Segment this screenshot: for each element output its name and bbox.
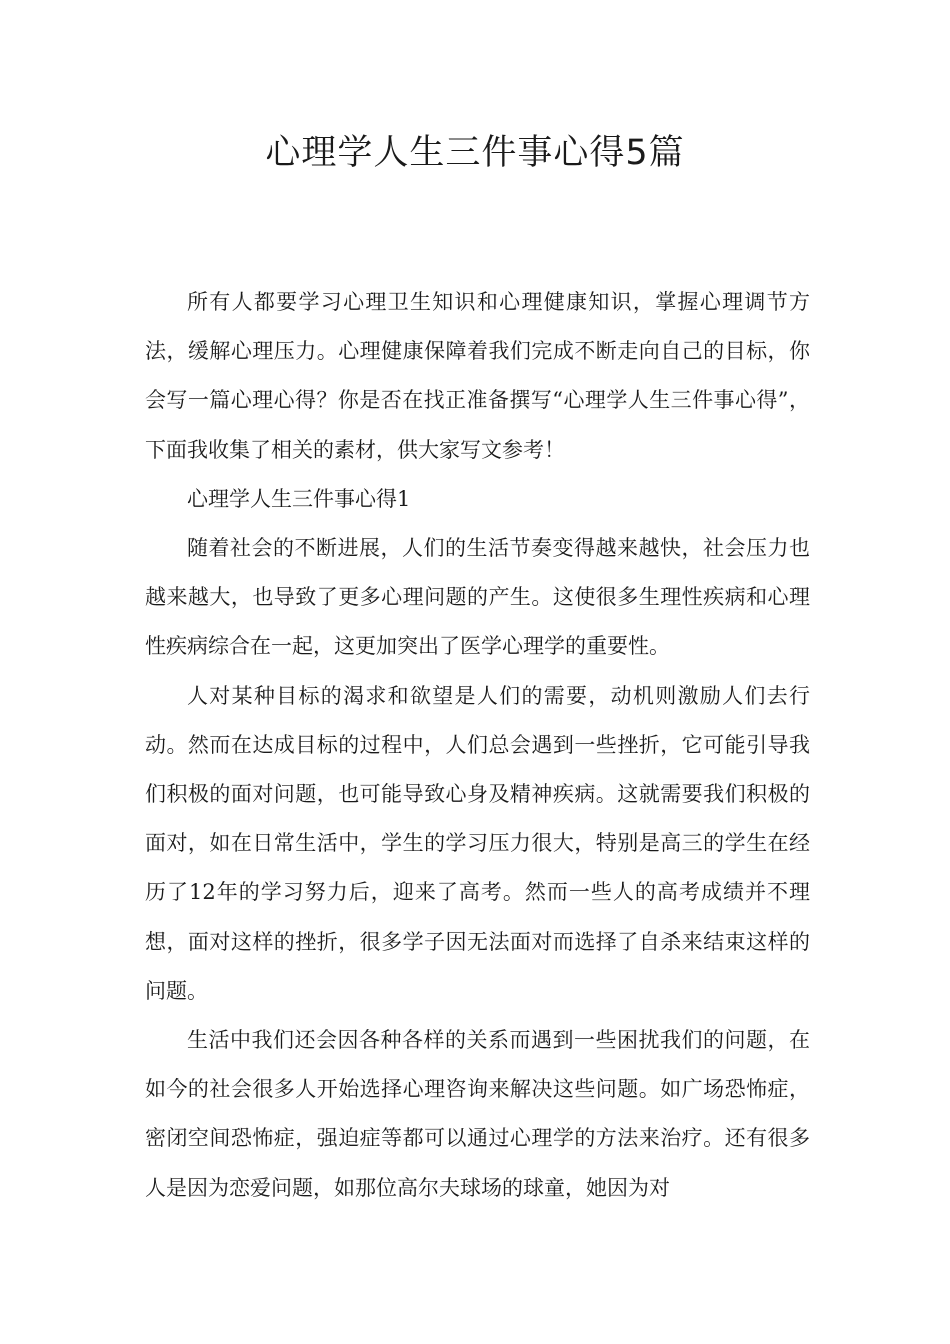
intro-paragraph: 所有人都要学习心理卫生知识和心理健康知识，掌握心理调节方法，缓解心理压力。心理健康保障着我们完成不断走向自己的目标，你会写一篇心理心得？你是否在找正准备撰写“心理学人生三件事心得”，下面我收集了相关的素材，供大家写文参考！ <box>145 290 810 462</box>
section-heading: 心理学人生三件事心得1 <box>187 486 411 511</box>
document-body <box>145 278 810 1213</box>
body-paragraph: 人对某种目标的渴求和欲望是人们的需要，动机则激励人们去行动。然而在达成目标的过程中，人们总会遇到一些挫折，它可能引导我们积极的面对问题，也可能导致心身及精神疾病。这就需要我们积极的面对，如在日常生活中，学生的学习压力很大，特别是高三的学生在经历了12年的学习努力后，迎来了高考。然而一些人的高考成绩并不理想，面对这样的挫折，很多学子因无法面对而选择了自杀来结束这样的问题。 <box>145 683 810 1003</box>
document-title: 心理学人生三件事心得5篇 <box>265 133 685 173</box>
body-paragraph: 生活中我们还会因各种各样的关系而遇到一些困扰我们的问题，在如今的社会很多人开始选择心理咨询来解决这些问题。如广场恐怖症，密闭空间恐怖症，强迫症等都可以通过心理学的方法来治疗。还有很多人是因为恋爱问题，如那位高尔夫球场的球童，她因为对 <box>145 1028 810 1200</box>
body-paragraph: 随着社会的不断进展，人们的生活节奏变得越来越快，社会压力也越来越大，也导致了更多心理问题的产生。这使很多生理性疾病和心理性疾病综合在一起，这更加突出了医学心理学的重要性。 <box>145 536 810 659</box>
